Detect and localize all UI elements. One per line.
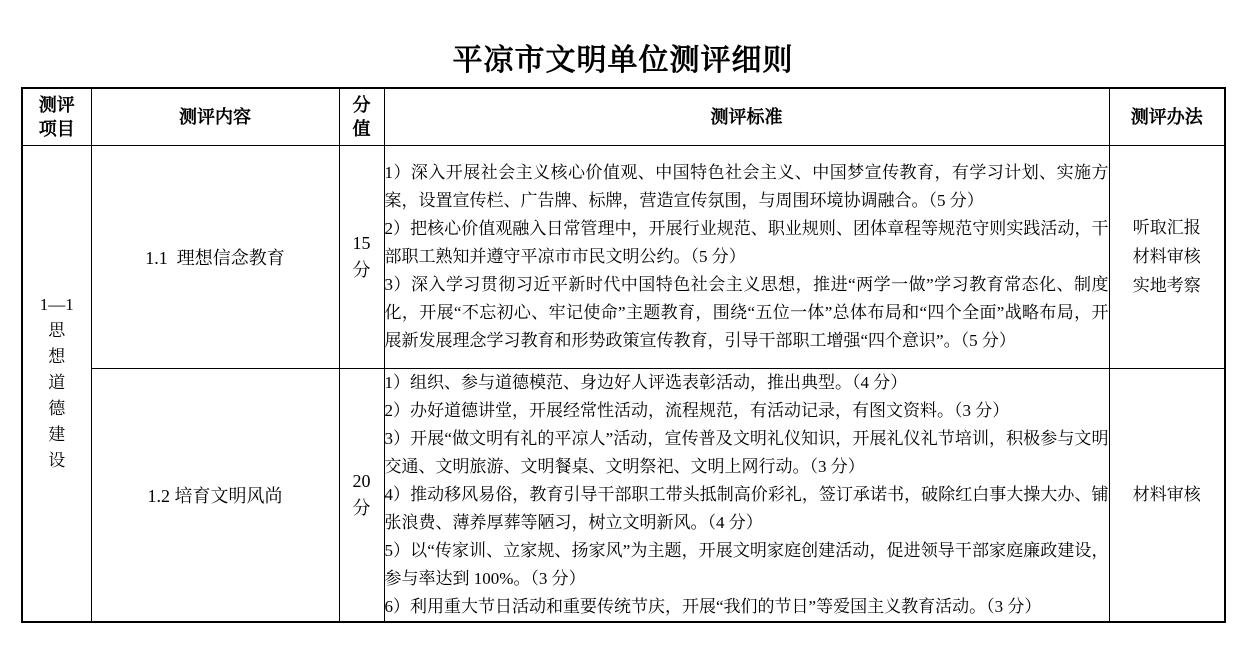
header-project-line1: 测评 — [38, 94, 75, 115]
project-name-char: 德 — [48, 399, 66, 419]
row1-method — [1109, 145, 1225, 368]
project-code: 1—1 — [39, 295, 74, 315]
row2-content: 1.2 培育文明风尚 — [91, 368, 339, 622]
project-name-char: 建 — [48, 425, 66, 445]
header-standard: 测评标准 — [384, 88, 1109, 145]
row2-method — [1109, 368, 1225, 622]
standard-item: 1）组织、参与道德模范、身边好人评选表彰活动，推出典型。（4 分） — [384, 372, 908, 392]
row1-standards — [384, 145, 1109, 368]
project-name-char: 想 — [48, 347, 66, 367]
evaluation-table — [21, 87, 1226, 623]
row1-score — [339, 145, 384, 368]
standard-item: 4）推动移风易俗，教育引导干部职工带头抵制高价彩礼，签订承诺书，破除红白事大操大办、铺张浪费、薄养厚葬等陋习，树立文明新风。（4 分） — [384, 484, 1109, 532]
project-name-char: 道 — [48, 373, 66, 393]
method-line: 听取汇报 — [1132, 218, 1201, 237]
standard-item: 5）以“传家训、立家规、扬家风”为主题，开展文明家庭创建活动，促进领导干部家庭廉政建设，参与率达到 100%。（3 分） — [384, 540, 1109, 588]
table-header-row — [22, 88, 1225, 145]
project-name-char: 设 — [48, 451, 66, 471]
table-row — [22, 368, 1225, 622]
header-score-line1: 分 — [352, 94, 371, 115]
standard-item: 6）利用重大节日活动和重要传统节庆，开展“我们的节日”等爱国主义教育活动。（3 分） — [384, 596, 1042, 616]
row1-score-unit: 分 — [352, 259, 371, 280]
table-row — [22, 145, 1225, 368]
standard-item: 1）深入开展社会主义核心价值观、中国特色社会主义、中国梦宣传教育，有学习计划、实施方案，设置宣传栏、广告牌、标牌，营造宣传氛围，与周围环境协调融合。（5 分） — [384, 162, 1109, 210]
method-line: 实地考察 — [1132, 276, 1201, 295]
project-name-char: 思 — [48, 321, 66, 341]
page-title: 平凉市文明单位测评细则 — [452, 44, 794, 77]
header-method: 测评办法 — [1109, 88, 1225, 145]
row1-score-value: 15 — [352, 232, 371, 253]
method-line: 材料审核 — [1132, 247, 1201, 266]
standard-item: 2）把核心价值观融入日常管理中，开展行业规范、职业规则、团体章程等规范守则实践活动，干部职工熟知并遵守平凉市市民文明公约。（5 分） — [384, 218, 1109, 266]
header-project — [22, 88, 91, 145]
header-project-line2: 项目 — [38, 118, 75, 139]
standard-item: 3）开展“做文明有礼的平凉人”活动，宣传普及文明礼仪知识，开展礼仪礼节培训，积极参与文明交通、文明旅游、文明餐桌、文明祭祀、文明上网行动。（3 分） — [384, 428, 1109, 476]
row2-standards — [384, 368, 1109, 622]
project-group-cell — [22, 145, 91, 622]
row1-content: 1.1 理想信念教育 — [91, 145, 339, 368]
standard-item: 3）深入学习贯彻习近平新时代中国特色社会主义思想，推进“两学一做”学习教育常态化、制度化，开展“不忘初心、牢记使命”主题教育，围绕“五位一体”总体布局和“四个全面”战略布局，开展新发展理念学习教育和形势政策宣传教育，引导干部职工增强“四个意识”。（5 分） — [384, 274, 1109, 350]
row2-score-value: 20 — [352, 470, 371, 491]
header-content: 测评内容 — [91, 88, 339, 145]
header-score — [339, 88, 384, 145]
row2-score — [339, 368, 384, 622]
method-line: 材料审核 — [1132, 485, 1201, 505]
standard-item: 2）办好道德讲堂，开展经常性活动，流程规范，有活动记录，有图文资料。（3 分） — [384, 400, 1010, 420]
header-score-line2: 值 — [352, 118, 371, 139]
row2-score-unit: 分 — [352, 497, 371, 518]
